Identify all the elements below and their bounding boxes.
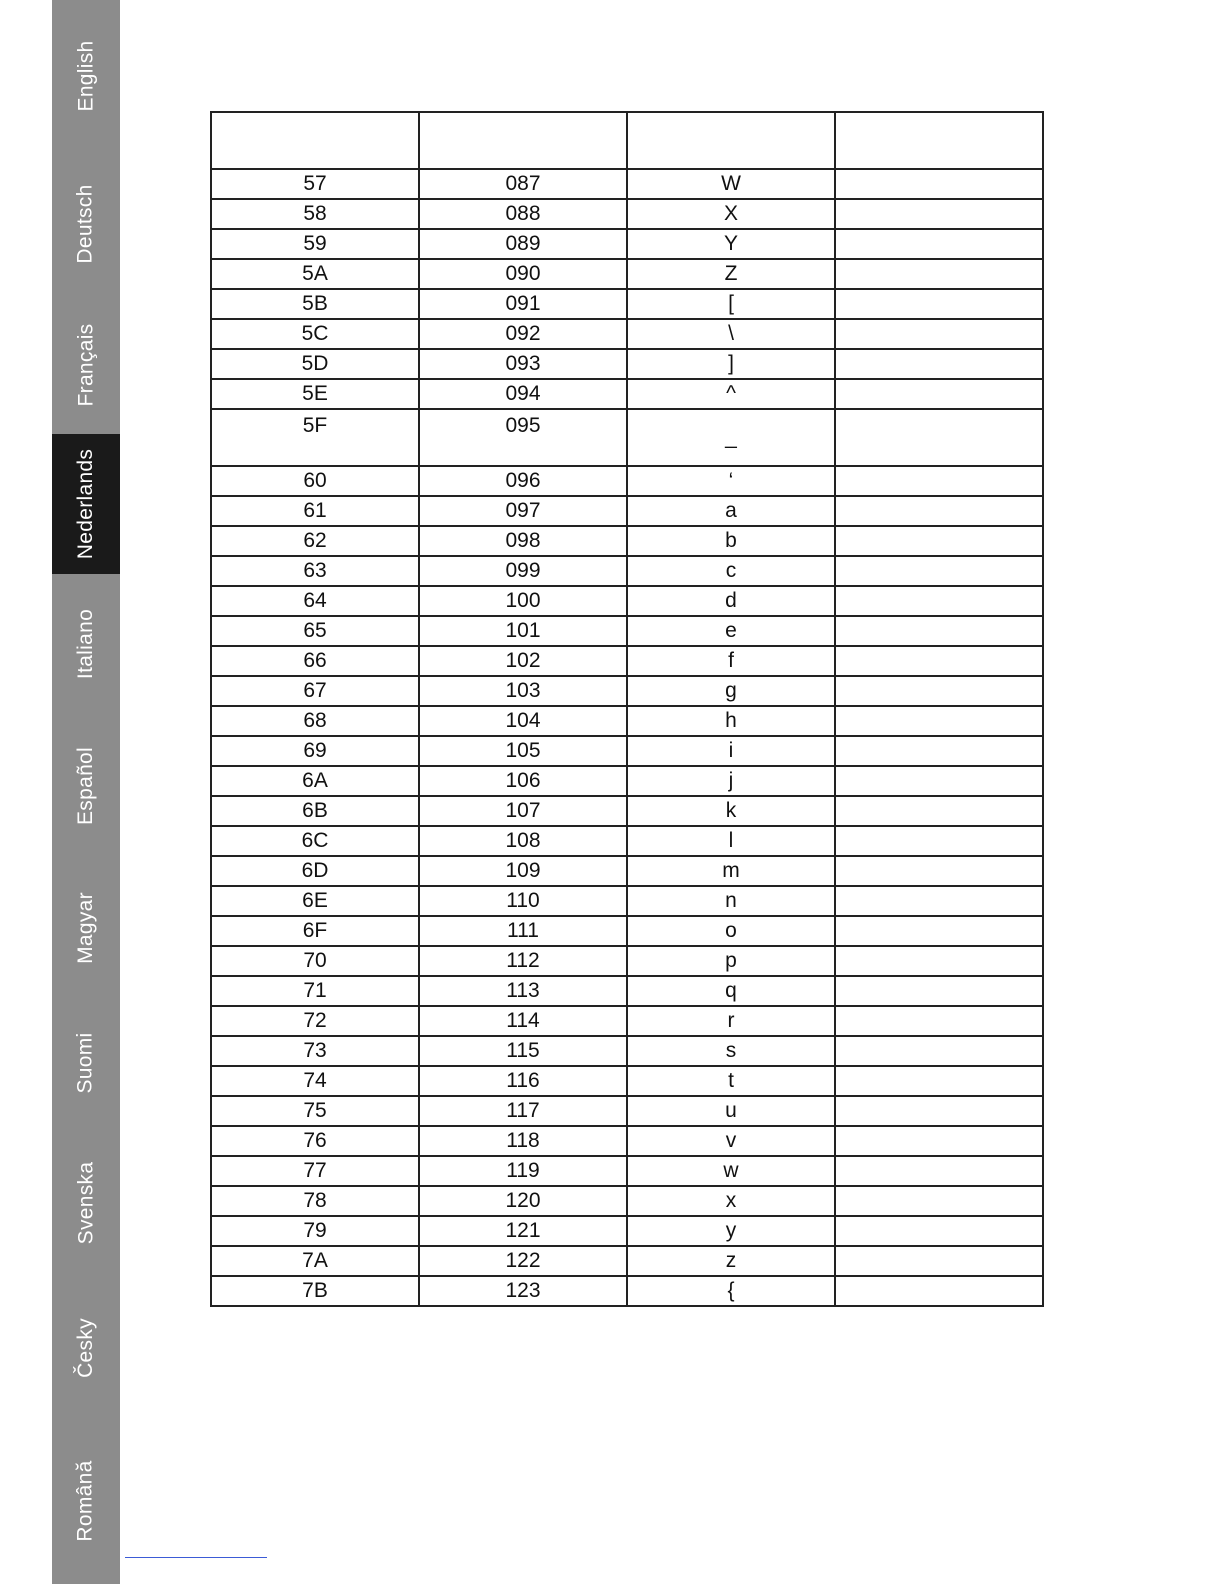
table-row — [211, 856, 1043, 886]
char-cell: z — [627, 1246, 835, 1276]
hex-cell: 78 — [211, 1186, 419, 1216]
decimal-cell: 110 — [419, 886, 627, 916]
decimal-cell: 123 — [419, 1276, 627, 1306]
hex-cell: 6B — [211, 796, 419, 826]
table-row — [211, 229, 1043, 259]
language-tab-label: Svenska — [74, 1161, 97, 1245]
table-row — [211, 586, 1043, 616]
header-cell — [419, 112, 627, 169]
language-tab-7[interactable] — [52, 998, 120, 1128]
char-cell: m — [627, 856, 835, 886]
hex-cell: 5C — [211, 319, 419, 349]
char-cell: Z — [627, 259, 835, 289]
extra-cell — [835, 229, 1043, 259]
table-row — [211, 796, 1043, 826]
decimal-cell: 100 — [419, 586, 627, 616]
decimal-cell: 107 — [419, 796, 627, 826]
table-row — [211, 916, 1043, 946]
table-row — [211, 1216, 1043, 1246]
table-row — [211, 646, 1043, 676]
decimal-cell: 104 — [419, 706, 627, 736]
language-tab-label: Español — [74, 747, 97, 825]
language-tab-label: Suomi — [74, 1032, 97, 1094]
hex-cell: 70 — [211, 946, 419, 976]
hex-cell: 5A — [211, 259, 419, 289]
hex-cell: 66 — [211, 646, 419, 676]
table-row — [211, 946, 1043, 976]
char-cell: t — [627, 1066, 835, 1096]
language-tab-4[interactable] — [52, 574, 120, 714]
char-cell: _ — [627, 409, 835, 466]
language-tab-bar — [52, 0, 120, 1584]
char-cell: d — [627, 586, 835, 616]
decimal-cell: 105 — [419, 736, 627, 766]
hex-cell: 64 — [211, 586, 419, 616]
table-row — [211, 1186, 1043, 1216]
char-cell: [ — [627, 289, 835, 319]
hex-cell: 6F — [211, 916, 419, 946]
extra-cell — [835, 706, 1043, 736]
header-cell — [211, 112, 419, 169]
table-row — [211, 1156, 1043, 1186]
char-cell: p — [627, 946, 835, 976]
language-tab-1[interactable] — [52, 152, 120, 296]
decimal-cell: 122 — [419, 1246, 627, 1276]
decimal-cell: 092 — [419, 319, 627, 349]
table-row — [211, 466, 1043, 496]
decimal-cell: 093 — [419, 349, 627, 379]
extra-cell — [835, 646, 1043, 676]
decimal-cell: 103 — [419, 676, 627, 706]
decimal-cell: 102 — [419, 646, 627, 676]
extra-cell — [835, 379, 1043, 409]
char-cell: ] — [627, 349, 835, 379]
hex-cell: 6A — [211, 766, 419, 796]
language-tab-5[interactable] — [52, 714, 120, 858]
table-row — [211, 616, 1043, 646]
hex-cell: 61 — [211, 496, 419, 526]
char-cell: ^ — [627, 379, 835, 409]
hex-cell: 72 — [211, 1006, 419, 1036]
hex-cell: 5D — [211, 349, 419, 379]
hex-cell: 79 — [211, 1216, 419, 1246]
char-cell: f — [627, 646, 835, 676]
table-row — [211, 409, 1043, 466]
decimal-cell: 119 — [419, 1156, 627, 1186]
hex-cell: 6E — [211, 886, 419, 916]
char-cell: o — [627, 916, 835, 946]
char-cell: l — [627, 826, 835, 856]
decimal-cell: 097 — [419, 496, 627, 526]
decimal-cell: 096 — [419, 466, 627, 496]
table-row — [211, 976, 1043, 1006]
decimal-cell: 121 — [419, 1216, 627, 1246]
extra-cell — [835, 1006, 1043, 1036]
language-tab-10[interactable] — [52, 1418, 120, 1584]
extra-cell — [835, 616, 1043, 646]
decimal-cell: 114 — [419, 1006, 627, 1036]
char-cell: W — [627, 169, 835, 199]
table-row — [211, 676, 1043, 706]
language-tab-label: Deutsch — [74, 184, 98, 264]
char-cell: u — [627, 1096, 835, 1126]
extra-cell — [835, 1156, 1043, 1186]
decimal-cell: 112 — [419, 946, 627, 976]
char-cell: b — [627, 526, 835, 556]
hex-cell: 69 — [211, 736, 419, 766]
char-cell: q — [627, 976, 835, 1006]
hex-cell: 63 — [211, 556, 419, 586]
extra-cell — [835, 289, 1043, 319]
decimal-cell: 109 — [419, 856, 627, 886]
extra-cell — [835, 1066, 1043, 1096]
extra-cell — [835, 886, 1043, 916]
extra-cell — [835, 319, 1043, 349]
extra-cell — [835, 766, 1043, 796]
extra-cell — [835, 826, 1043, 856]
char-cell: n — [627, 886, 835, 916]
language-tab-label: Română — [74, 1460, 97, 1542]
hex-cell: 67 — [211, 676, 419, 706]
extra-cell — [835, 349, 1043, 379]
char-cell: \ — [627, 319, 835, 349]
extra-cell — [835, 526, 1043, 556]
char-cell: r — [627, 1006, 835, 1036]
extra-cell — [835, 409, 1043, 466]
table-row — [211, 736, 1043, 766]
table-row — [211, 826, 1043, 856]
extra-cell — [835, 1096, 1043, 1126]
hex-cell: 59 — [211, 229, 419, 259]
table-row — [211, 556, 1043, 586]
char-cell: w — [627, 1156, 835, 1186]
char-cell: Y — [627, 229, 835, 259]
decimal-cell: 087 — [419, 169, 627, 199]
extra-cell — [835, 466, 1043, 496]
decimal-cell: 090 — [419, 259, 627, 289]
table-row — [211, 766, 1043, 796]
char-cell: h — [627, 706, 835, 736]
hex-cell: 75 — [211, 1096, 419, 1126]
hex-cell: 71 — [211, 976, 419, 1006]
hex-cell: 76 — [211, 1126, 419, 1156]
language-tab-9[interactable] — [52, 1278, 120, 1418]
extra-cell — [835, 1276, 1043, 1306]
language-tab-label: Français — [74, 323, 97, 407]
char-cell: s — [627, 1036, 835, 1066]
hex-cell: 57 — [211, 169, 419, 199]
extra-cell — [835, 676, 1043, 706]
ascii-table-wrapper — [210, 111, 1044, 1307]
hex-cell: 58 — [211, 199, 419, 229]
language-tab-label: Nederlands — [74, 448, 97, 560]
char-cell: { — [627, 1276, 835, 1306]
table-row — [211, 289, 1043, 319]
table-row — [211, 1126, 1043, 1156]
decimal-cell: 088 — [419, 199, 627, 229]
extra-cell — [835, 946, 1043, 976]
extra-cell — [835, 856, 1043, 886]
language-tab-label: Italiano — [74, 608, 97, 680]
hex-cell: 73 — [211, 1036, 419, 1066]
extra-cell — [835, 586, 1043, 616]
table-header-row — [211, 112, 1043, 169]
hex-cell: 6D — [211, 856, 419, 886]
language-tab-2[interactable] — [52, 296, 120, 434]
char-cell: y — [627, 1216, 835, 1246]
decimal-cell: 098 — [419, 526, 627, 556]
extra-cell — [835, 556, 1043, 586]
decimal-cell: 117 — [419, 1096, 627, 1126]
decimal-cell: 101 — [419, 616, 627, 646]
language-tab-label: Magyar — [74, 892, 98, 964]
footer-rule — [125, 1557, 267, 1558]
char-cell: e — [627, 616, 835, 646]
char-cell: j — [627, 766, 835, 796]
header-cell — [835, 112, 1043, 169]
decimal-cell: 095 — [419, 409, 627, 466]
hex-cell: 62 — [211, 526, 419, 556]
decimal-cell: 116 — [419, 1066, 627, 1096]
language-tab-0[interactable] — [52, 0, 120, 152]
table-row — [211, 1036, 1043, 1066]
char-cell: g — [627, 676, 835, 706]
table-row — [211, 169, 1043, 199]
char-cell: x — [627, 1186, 835, 1216]
decimal-cell: 094 — [419, 379, 627, 409]
table-row — [211, 259, 1043, 289]
hex-cell: 60 — [211, 466, 419, 496]
decimal-cell: 099 — [419, 556, 627, 586]
hex-cell: 5F — [211, 409, 419, 466]
language-tab-6[interactable] — [52, 858, 120, 998]
hex-cell: 5E — [211, 379, 419, 409]
ascii-table — [210, 111, 1044, 1307]
table-row — [211, 706, 1043, 736]
table-row — [211, 199, 1043, 229]
table-row — [211, 319, 1043, 349]
extra-cell — [835, 199, 1043, 229]
language-tab-3[interactable] — [52, 434, 120, 574]
char-cell: X — [627, 199, 835, 229]
table-row — [211, 379, 1043, 409]
extra-cell — [835, 496, 1043, 526]
extra-cell — [835, 736, 1043, 766]
language-tab-label: English — [74, 40, 98, 112]
hex-cell: 7B — [211, 1276, 419, 1306]
extra-cell — [835, 1036, 1043, 1066]
hex-cell: 5B — [211, 289, 419, 319]
char-cell: ‘ — [627, 466, 835, 496]
table-row — [211, 886, 1043, 916]
decimal-cell: 115 — [419, 1036, 627, 1066]
hex-cell: 7A — [211, 1246, 419, 1276]
table-row — [211, 1096, 1043, 1126]
table-row — [211, 349, 1043, 379]
decimal-cell: 118 — [419, 1126, 627, 1156]
decimal-cell: 111 — [419, 916, 627, 946]
hex-cell: 77 — [211, 1156, 419, 1186]
table-row — [211, 1246, 1043, 1276]
char-cell: a — [627, 496, 835, 526]
char-cell: v — [627, 1126, 835, 1156]
decimal-cell: 106 — [419, 766, 627, 796]
table-row — [211, 1276, 1043, 1306]
char-cell: k — [627, 796, 835, 826]
table-row — [211, 496, 1043, 526]
extra-cell — [835, 1216, 1043, 1246]
language-tab-8[interactable] — [52, 1128, 120, 1278]
extra-cell — [835, 976, 1043, 1006]
header-cell — [627, 112, 835, 169]
language-tab-label: Česky — [73, 1318, 97, 1378]
extra-cell — [835, 169, 1043, 199]
table-row — [211, 1006, 1043, 1036]
hex-cell: 65 — [211, 616, 419, 646]
extra-cell — [835, 1246, 1043, 1276]
table-row — [211, 526, 1043, 556]
hex-cell: 68 — [211, 706, 419, 736]
hex-cell: 6C — [211, 826, 419, 856]
char-cell: i — [627, 736, 835, 766]
decimal-cell: 108 — [419, 826, 627, 856]
decimal-cell: 113 — [419, 976, 627, 1006]
extra-cell — [835, 1186, 1043, 1216]
table-row — [211, 1066, 1043, 1096]
char-cell: c — [627, 556, 835, 586]
extra-cell — [835, 1126, 1043, 1156]
decimal-cell: 120 — [419, 1186, 627, 1216]
extra-cell — [835, 796, 1043, 826]
extra-cell — [835, 916, 1043, 946]
decimal-cell: 089 — [419, 229, 627, 259]
hex-cell: 74 — [211, 1066, 419, 1096]
decimal-cell: 091 — [419, 289, 627, 319]
extra-cell — [835, 259, 1043, 289]
